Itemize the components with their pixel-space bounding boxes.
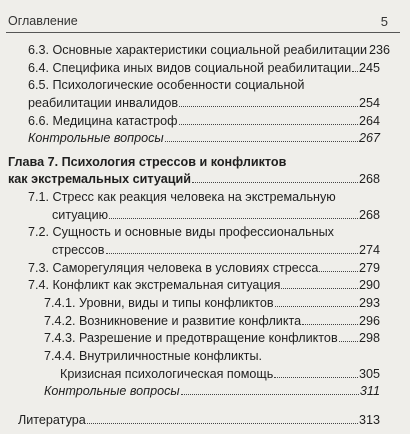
toc-entry-label: 7.4.1. Уровни, виды и типы конфликтов bbox=[44, 295, 274, 310]
toc-entry-page: 313 bbox=[358, 413, 380, 427]
toc-entry-6-4 bbox=[28, 60, 380, 76]
toc-entry-label: как экстремальных ситуаций bbox=[8, 172, 191, 187]
toc-entry-7-1-line1: 7.1. Стресс как реакция человека на экстремальную bbox=[28, 189, 336, 204]
leader-dots bbox=[339, 330, 358, 342]
page-number: 5 bbox=[380, 14, 388, 29]
leader-dots bbox=[179, 113, 358, 125]
toc-entry-7-4-4-line1: 7.4.4. Внутриличностные конфликты. bbox=[44, 348, 262, 363]
toc-entry-label: 6.4. Специфика иных видов социальной реабилитации bbox=[28, 60, 352, 75]
toc-entry-7-4-2 bbox=[44, 313, 380, 329]
leader-dots bbox=[319, 260, 358, 272]
toc-entry-7-1 bbox=[52, 207, 380, 223]
toc-entry-page: 254 bbox=[358, 96, 380, 110]
leader-dots bbox=[275, 295, 358, 307]
leader-dots bbox=[281, 277, 358, 289]
toc-entry-7-3 bbox=[28, 260, 380, 276]
toc-entry-label: 7.3. Саморегуляция человека в условиях стресса bbox=[28, 260, 319, 275]
toc-entry-label: Контрольные вопросы bbox=[28, 131, 164, 146]
toc-entry-page: 268 bbox=[358, 172, 380, 187]
toc-entry-control-questions-6 bbox=[28, 130, 380, 146]
toc-entry-7-4-1 bbox=[44, 295, 380, 311]
toc-entry-label: 7.4. Конфликт как экстремальная ситуация bbox=[28, 278, 281, 293]
toc-entry-page: 298 bbox=[358, 331, 380, 346]
leader-dots bbox=[181, 383, 359, 395]
leader-dots bbox=[109, 207, 358, 219]
toc-entry-label: Контрольные вопросы bbox=[44, 384, 180, 399]
toc-entry-control-questions-7 bbox=[44, 383, 380, 399]
toc-entry-page: 236 bbox=[369, 43, 391, 57]
toc-entry-label: 6.3. Основные характеристики социальной реабилитации bbox=[28, 43, 368, 57]
toc-entry-6-6 bbox=[28, 113, 380, 129]
chapter-7-heading-line1: Глава 7. Психология стрессов и конфликтов bbox=[8, 154, 287, 169]
toc-entry-page: 296 bbox=[358, 313, 380, 328]
leader-dots bbox=[352, 60, 358, 72]
toc-entry-label: реабилитации инвалидов bbox=[28, 96, 179, 110]
toc-entry-label: 7.4.3. Разрешение и предотвращение конфликтов bbox=[44, 331, 338, 346]
leader-dots bbox=[179, 95, 358, 107]
leader-dots bbox=[192, 171, 358, 183]
toc-entry-page: 264 bbox=[358, 113, 380, 128]
toc-entry-page: 293 bbox=[358, 295, 380, 310]
toc-entry-7-4-4 bbox=[60, 366, 380, 382]
toc-entry-6-3 bbox=[28, 42, 391, 58]
toc-entry-7-2 bbox=[52, 242, 380, 258]
toc-entry-label: 6.6. Медицина катастроф bbox=[28, 113, 178, 128]
leader-dots bbox=[274, 366, 358, 378]
toc-entry-page: 290 bbox=[358, 278, 380, 293]
toc-entry-6-5 bbox=[28, 95, 380, 111]
toc-entry-page: 311 bbox=[359, 384, 380, 399]
toc-entry-page: 245 bbox=[358, 60, 380, 75]
toc-entry-literature bbox=[18, 412, 380, 428]
toc-entry-label: Литература bbox=[18, 413, 86, 427]
chapter-7-heading bbox=[8, 171, 380, 187]
toc-entry-label: 7.4.2. Возникновение и развитие конфликта bbox=[44, 313, 302, 328]
leader-dots bbox=[87, 412, 358, 424]
toc-entry-label: стрессов bbox=[52, 242, 105, 257]
toc-entry-7-2-line1: 7.2. Сущность и основные виды профессиональных bbox=[28, 225, 334, 240]
toc-entry-page: 274 bbox=[358, 242, 380, 257]
header-rule bbox=[6, 32, 400, 33]
leader-dots bbox=[302, 313, 358, 325]
running-head-title: Оглавление bbox=[8, 14, 78, 28]
toc-entry-page: 267 bbox=[358, 131, 380, 146]
leader-dots bbox=[165, 130, 358, 142]
toc-entry-page: 268 bbox=[358, 207, 380, 222]
toc-entry-page: 305 bbox=[358, 366, 380, 381]
toc-entry-7-4-3 bbox=[44, 330, 380, 346]
toc-entry-label: ситуацию bbox=[52, 207, 109, 222]
leader-dots bbox=[106, 242, 358, 254]
toc-entry-6-5-line1: 6.5. Психологические особенности социальной bbox=[28, 78, 305, 93]
toc-entry-page: 279 bbox=[358, 260, 380, 275]
toc-entry-7-4 bbox=[28, 277, 380, 293]
toc-entry-label: Кризисная психологическая помощь bbox=[60, 366, 274, 381]
